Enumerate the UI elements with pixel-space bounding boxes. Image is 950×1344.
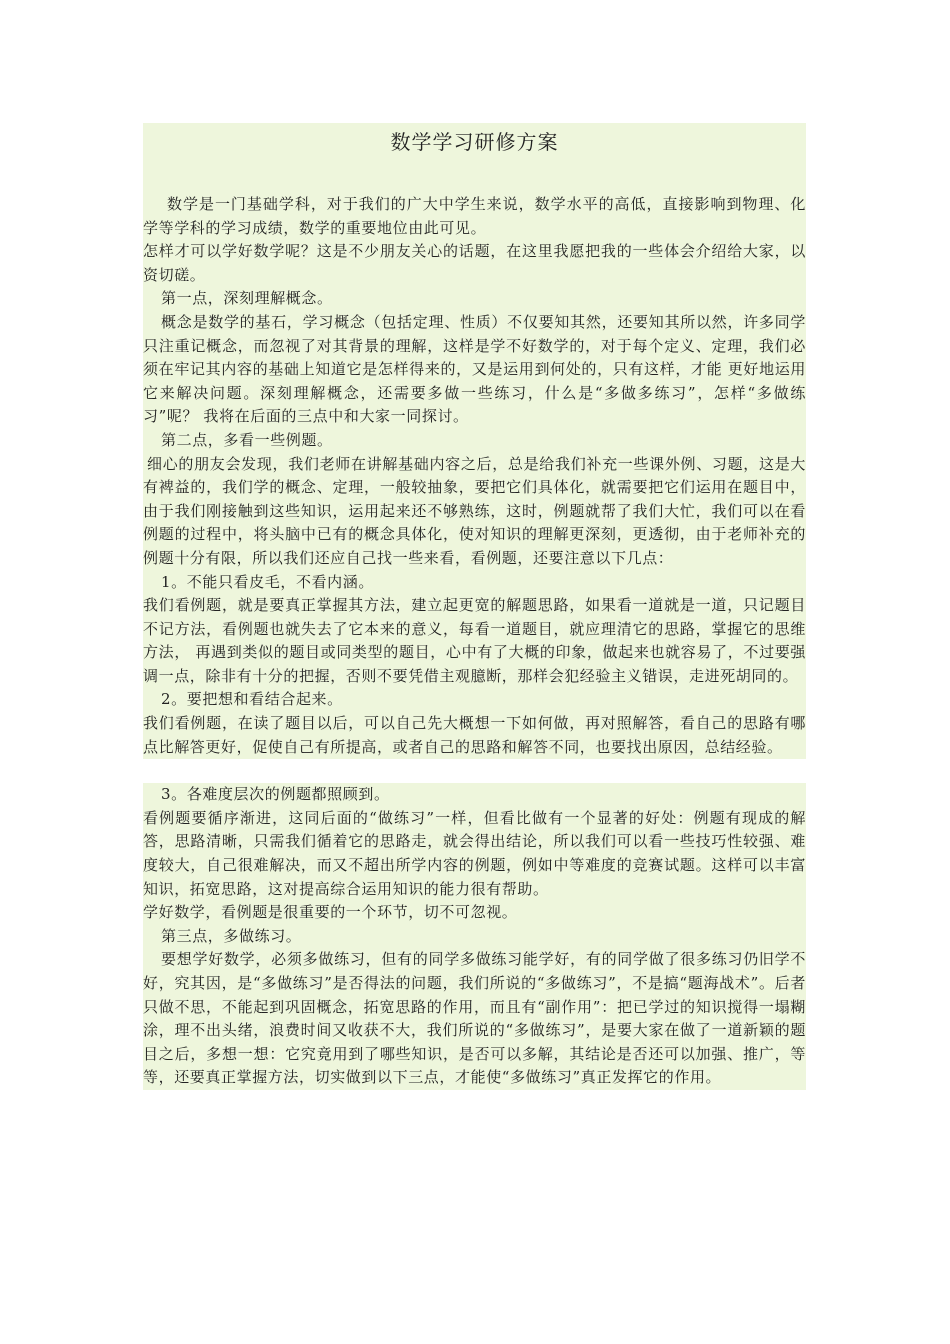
subheading-tip-2: 2。要把想和看结合起来。 [143,688,806,712]
document-body [143,123,806,1219]
heading-point-three: 第三点，多做练习。 [143,925,806,949]
document-title: 数学学习研修方案 [143,123,806,183]
paragraph-concepts: 概念是数学的基石，学习概念（包括定理、性质）不仅要知其然，还要知其所以然，许多同学只注重记概念，而忽视了对其背景的理解，这样是学不好数学的，对于每个定义、定理，我们必须在牢记其内容的基础上知道它是怎样得来的，又是运用到何处的，只有这样，才能 更好地运用它来解决问题。深刻理解概念，还需要多做一些练习，什么是“多做多练习”，怎样“多做练习”呢？ 我将在后面的三点中和大家一同探讨。 [143,311,806,429]
paragraph-examples: 细心的朋友会发现，我们老师在讲解基础内容之后，总是给我们补充一些课外例、习题，这是大有裨益的，我们学的概念、定理，一般较抽象，要把它们具体化，就需要把它们运用在题目中， 由于我们刚接触到这些知识，运用起来还不够熟练，这时，例题就帮了我们大忙，我们可以在看例题的过程中，将头脑中已有的概念具体化，使对知识的理解更深刻，更透彻，由于老师补充的例题十分有限，所以我们还应自己找一些来看，看例题，还要注意以下几点： [143,453,806,571]
paragraph-question: 怎样才可以学好数学呢？这是不少朋友关心的话题，在这里我愿把我的一些体会介绍给大家，以资切磋。 [143,240,806,287]
subheading-tip-3: 3。各难度层次的例题都照顾到。 [143,783,806,807]
subheading-tip-1: 1。不能只看皮毛，不看内涵。 [143,571,806,595]
paragraph-intro: 数学是一门基础学科，对于我们的广大中学生来说，数学水平的高低，直接影响到物理、化学等学科的学习成绩，数学的重要地位由此可见。 [143,193,806,240]
blank-line [143,759,806,783]
spacer [143,183,806,193]
paragraph-practice: 要想学好数学，必须多做练习，但有的同学多做练习能学好，有的同学做了很多练习仍旧学不好，究其因，是“多做练习”是否得法的问题，我们所说的“多做练习”，不是搞“题海战术”。后者只做不思，不能起到巩固概念，拓宽思路的作用，而且有“副作用”：把已学过的知识搅得一塌糊涂，理不出头绪，浪费时间又收获不大，我们所说的“多做练习”，是要大家在做了一道新颖的题目之后，多想一想：它究竟用到了哪些知识，是否可以多解，其结论是否还可以加强、推广，等等，还要真正掌握方法，切实做到以下三点，才能使“多做练习”真正发挥它的作用。 [143,948,806,1090]
paragraph-tip-2: 我们看例题，在读了题目以后，可以自己先大概想一下如何做，再对照解答，看自己的思路有哪点比解答更好，促使自己有所提高，或者自己的思路和解答不同，也要找出原因，总结经验。 [143,712,806,759]
paragraph-tip-1: 我们看例题，就是要真正掌握其方法，建立起更宽的解题思路，如果看一道就是一道，只记题目不记方法，看例题也就失去了它本来的意义，每看一道题目，就应理清它的思路，掌握它的思维方法， 再遇到类似的题目或同类型的题目，心中有了大概的印象，做起来也就容易了，不过要强调一点，除非有十分的把握，否则不要凭借主观臆断，那样会犯经验主义错误，走进死胡同的。 [143,594,806,688]
paragraph-summary: 学好数学，看例题是很重要的一个环节，切不可忽视。 [143,901,806,925]
paragraph-tip-3: 看例题要循序渐进，这同后面的“做练习”一样，但看比做有一个显著的好处：例题有现成的解答，思路清晰，只需我们循着它的思路走，就会得出结论，所以我们可以看一些技巧性较强、难度较大，自己很难解决，而又不超出所学内容的例题，例如中等难度的竞赛试题。这样可以丰富知识，拓宽思路，这对提高综合运用知识的能力很有帮助。 [143,807,806,901]
heading-point-one: 第一点，深刻理解概念。 [143,287,806,311]
heading-point-two: 第二点，多看一些例题。 [143,429,806,453]
